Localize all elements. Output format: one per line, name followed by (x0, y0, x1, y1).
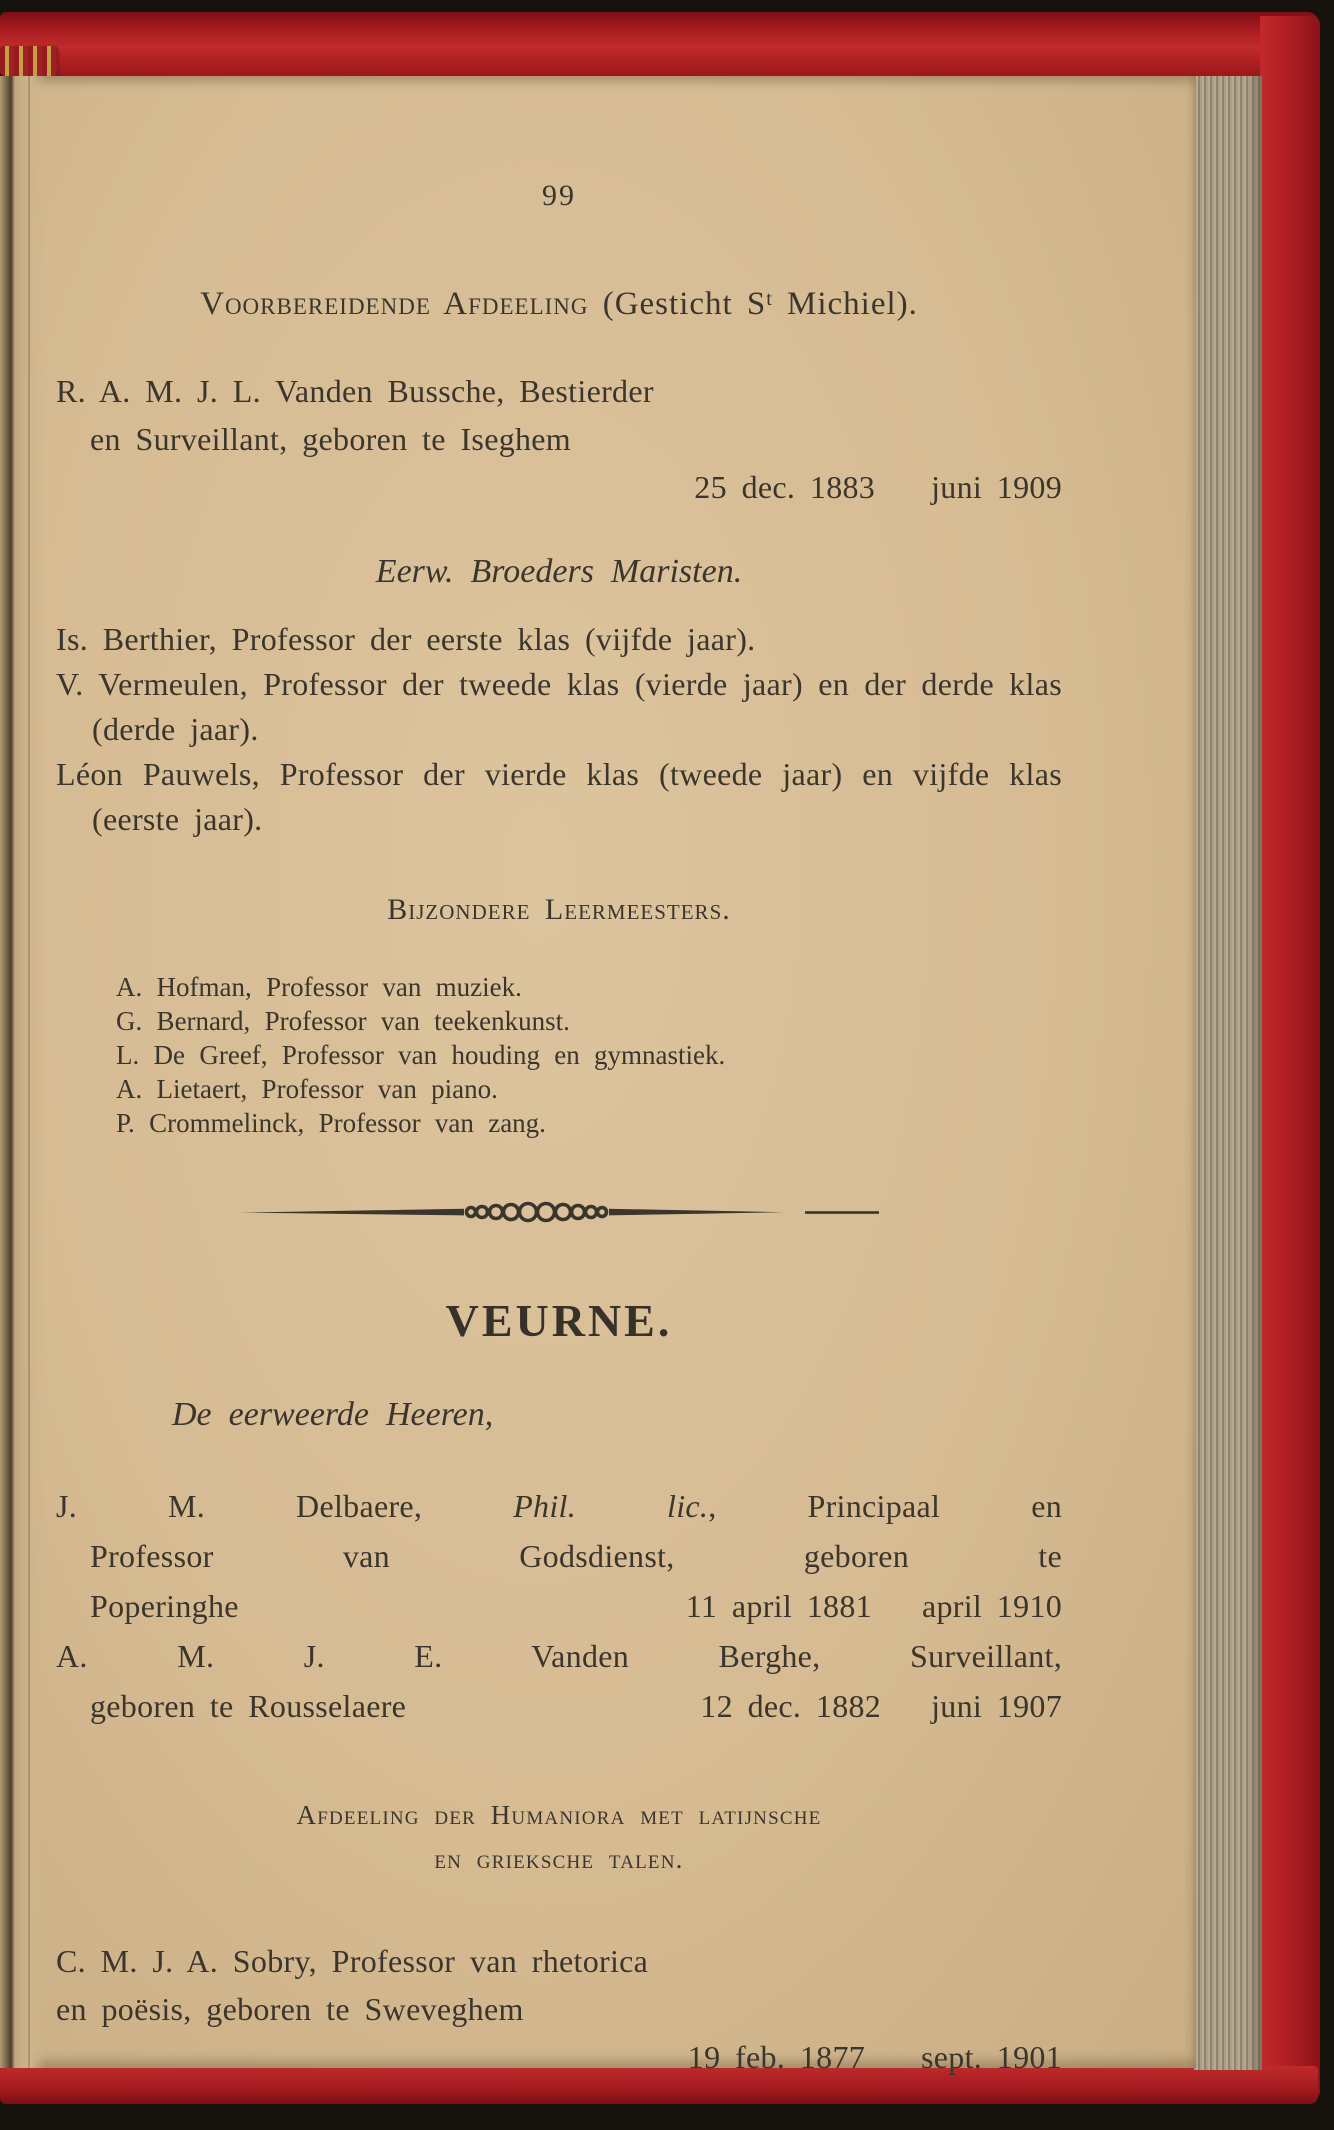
professor-item: Is. Berthier, Professor der eerste klas (vijfde jaar). (56, 621, 756, 657)
subsection-title-maristen: Eerw. Broeders Maristen. (375, 553, 743, 590)
entry-line: en poësis, geboren te Sweveghem (56, 1991, 524, 2027)
section-title-voorbereidende (56, 276, 1062, 327)
page-content (56, 76, 1062, 2081)
birthplace: Poperinghe (90, 1588, 239, 1624)
dates-group (700, 1681, 1062, 1731)
start-date: sept. 1901 (921, 2039, 1062, 2075)
entry-text: J. M. Delbaere, (56, 1488, 514, 1524)
entry-line: C. M. J. A. Sobry, Professor van rhetorica (56, 1943, 649, 1979)
professors-list (56, 617, 1062, 842)
degree-abbreviation: Phil. lic. (513, 1488, 709, 1524)
special-teacher-item: L. De Greef, Professor van houding en gymnastiek. (116, 1040, 726, 1070)
humaniora-title-line: Afdeeling der Humaniora met latijnsche (296, 1800, 822, 1830)
professor-item: V. Vermeulen, Professor der tweede klas (vierde jaar) en der derde klas (derde jaar). (56, 666, 1062, 747)
superscript-t: t (766, 288, 773, 310)
special-teacher-item: A. Hofman, Professor van muziek. (116, 972, 522, 1002)
entry-dates (56, 1581, 1062, 1631)
special-teachers-list (116, 970, 1062, 1140)
birth-date: 12 dec. 1882 (700, 1688, 882, 1724)
entry-dates (56, 1681, 1062, 1731)
gutter-shadow (0, 76, 46, 2068)
birth-date: 11 april 1881 (685, 1588, 872, 1624)
subsection-title-heeren: De eerweerde Heeren, (172, 1396, 494, 1433)
special-teacher-item: A. Lietaert, Professor van piano. (116, 1074, 498, 1104)
birth-date: 25 dec. 1883 (694, 469, 876, 505)
special-teacher-item: P. Crommelinck, Professor van zang. (116, 1108, 546, 1138)
section-title-smallcaps: Voorbereidende Afdeeling (200, 286, 589, 322)
city-title-veurne: VEURNE. (445, 1295, 673, 1346)
birth-date: 19 feb. 1877 (687, 2039, 866, 2075)
entry-vanden-berghe (56, 1631, 1062, 1731)
page-number: 99 (542, 179, 576, 212)
book-page (0, 76, 1196, 2075)
start-date: juni 1907 (931, 1688, 1062, 1724)
birthplace: geboren te Rousselaere (90, 1688, 407, 1724)
entry-line: A. M. J. E. Vanden Berghe, Surveillant, (56, 1638, 1062, 1674)
entry-line (56, 1481, 1062, 1531)
section-title-tail: Michiel). (772, 286, 918, 322)
professor-item: Léon Pauwels, Professor der vierde klas (tweede jaar) en vijfde klas (eerste jaar). (56, 756, 1062, 837)
page-fore-edge (1194, 76, 1262, 2070)
humaniora-title-line: en grieksche talen. (434, 1844, 684, 1874)
entry-dates (56, 2033, 1062, 2081)
section-title-paren: (Gesticht S (602, 286, 767, 322)
entry-line: R. A. M. J. L. Vanden Bussche, Bestierder (56, 373, 654, 409)
gutter-crease (28, 76, 30, 2068)
entry-line: en Surveillant, geboren te Iseghem (90, 421, 571, 457)
book-cover-top-edge (0, 12, 1318, 76)
dates-group (686, 1581, 1062, 1631)
book-cover-right-edge (1260, 16, 1320, 2098)
special-teacher-item: G. Bernard, Professor van teekenkunst. (116, 1006, 570, 1036)
entry-vanden-bussche (56, 367, 1062, 511)
subsection-title-bijzondere: Bijzondere Leermeesters. (387, 893, 731, 926)
subsection-title-humaniora (56, 1793, 1062, 1881)
entry-sobry (56, 1937, 1062, 2081)
start-date: juni 1909 (931, 469, 1062, 505)
entry-text: , Principaal en (708, 1488, 1062, 1524)
book-headband (0, 46, 58, 76)
ornamental-divider (56, 1198, 1062, 1235)
entry-dates (56, 463, 1062, 511)
entry-line: Professor van Godsdienst, geboren te (90, 1538, 1062, 1574)
start-date: april 1910 (921, 1588, 1062, 1624)
entry-delbaere (56, 1481, 1062, 1631)
